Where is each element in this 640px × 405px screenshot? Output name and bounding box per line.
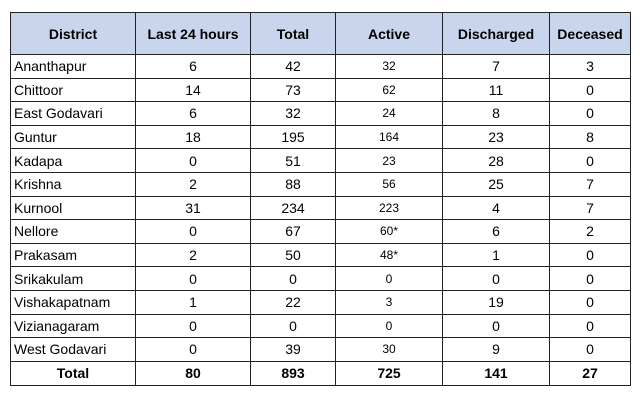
cell-total: 50	[251, 243, 336, 267]
cell-discharged: 1	[443, 243, 550, 267]
cell-discharged: 25	[443, 172, 550, 196]
cell-district: Srikakulam	[11, 267, 136, 291]
cell-total: 73	[251, 78, 336, 102]
cell-discharged: 6	[443, 220, 550, 244]
cell-district: Krishna	[11, 172, 136, 196]
cell-deceased: 0	[550, 149, 631, 173]
cell-active: 0	[336, 267, 443, 291]
cell-active: 3	[336, 290, 443, 314]
cell-deceased: 0	[550, 290, 631, 314]
total-discharged: 141	[443, 361, 550, 385]
cell-last-24-hours: 1	[136, 290, 251, 314]
cell-discharged: 23	[443, 125, 550, 149]
cell-discharged: 7	[443, 55, 550, 79]
cell-district: Vizianagaram	[11, 314, 136, 338]
cell-active: 48*	[336, 243, 443, 267]
cell-total: 39	[251, 338, 336, 362]
cell-last-24-hours: 0	[136, 267, 251, 291]
cell-total: 22	[251, 290, 336, 314]
cell-total: 88	[251, 172, 336, 196]
cell-total: 51	[251, 149, 336, 173]
cell-last-24-hours: 0	[136, 338, 251, 362]
cell-active: 24	[336, 102, 443, 126]
table-row	[11, 172, 631, 196]
cell-deceased: 2	[550, 220, 631, 244]
table-row	[11, 314, 631, 338]
cell-district: Vishakapatnam	[11, 290, 136, 314]
cell-active: 0	[336, 314, 443, 338]
cell-last-24-hours: 2	[136, 243, 251, 267]
total-label: Total	[11, 361, 136, 385]
cell-deceased: 0	[550, 338, 631, 362]
cell-active: 56	[336, 172, 443, 196]
cell-active: 223	[336, 196, 443, 220]
header-deceased: Deceased	[550, 13, 631, 55]
cell-discharged: 4	[443, 196, 550, 220]
cell-active: 60*	[336, 220, 443, 244]
total-last-24-hours: 80	[136, 361, 251, 385]
covid-district-table	[10, 12, 631, 386]
cell-total: 32	[251, 102, 336, 126]
cell-deceased: 0	[550, 243, 631, 267]
cell-total: 42	[251, 55, 336, 79]
header-active: Active	[336, 13, 443, 55]
cell-total: 0	[251, 267, 336, 291]
table-row	[11, 220, 631, 244]
covid-district-table-container	[10, 12, 630, 386]
cell-total: 0	[251, 314, 336, 338]
cell-active: 164	[336, 125, 443, 149]
header-district: District	[11, 13, 136, 55]
cell-discharged: 19	[443, 290, 550, 314]
table-row	[11, 267, 631, 291]
cell-active: 32	[336, 55, 443, 79]
cell-last-24-hours: 6	[136, 55, 251, 79]
table-row	[11, 78, 631, 102]
cell-deceased: 7	[550, 196, 631, 220]
cell-last-24-hours: 0	[136, 314, 251, 338]
cell-deceased: 0	[550, 314, 631, 338]
cell-last-24-hours: 0	[136, 149, 251, 173]
cell-district: East Godavari	[11, 102, 136, 126]
cell-discharged: 0	[443, 267, 550, 291]
table-row	[11, 338, 631, 362]
cell-deceased: 3	[550, 55, 631, 79]
cell-active: 23	[336, 149, 443, 173]
table-row	[11, 290, 631, 314]
cell-district: Prakasam	[11, 243, 136, 267]
table-row	[11, 125, 631, 149]
total-active: 725	[336, 361, 443, 385]
cell-last-24-hours: 31	[136, 196, 251, 220]
cell-total: 234	[251, 196, 336, 220]
cell-total: 195	[251, 125, 336, 149]
cell-last-24-hours: 6	[136, 102, 251, 126]
total-total: 893	[251, 361, 336, 385]
cell-discharged: 0	[443, 314, 550, 338]
cell-last-24-hours: 0	[136, 220, 251, 244]
cell-active: 62	[336, 78, 443, 102]
table-row	[11, 55, 631, 79]
cell-district: Guntur	[11, 125, 136, 149]
cell-discharged: 9	[443, 338, 550, 362]
cell-last-24-hours: 18	[136, 125, 251, 149]
table-row	[11, 149, 631, 173]
header-row	[11, 13, 631, 55]
cell-district: Nellore	[11, 220, 136, 244]
cell-discharged: 28	[443, 149, 550, 173]
cell-district: Kadapa	[11, 149, 136, 173]
cell-active: 30	[336, 338, 443, 362]
table-row	[11, 196, 631, 220]
header-discharged: Discharged	[443, 13, 550, 55]
table-row	[11, 243, 631, 267]
cell-deceased: 0	[550, 102, 631, 126]
total-row	[11, 361, 631, 385]
cell-district: Chittoor	[11, 78, 136, 102]
header-total: Total	[251, 13, 336, 55]
total-deceased: 27	[550, 361, 631, 385]
cell-district: Kurnool	[11, 196, 136, 220]
table-body	[11, 55, 631, 362]
cell-deceased: 7	[550, 172, 631, 196]
cell-total: 67	[251, 220, 336, 244]
cell-discharged: 11	[443, 78, 550, 102]
cell-last-24-hours: 2	[136, 172, 251, 196]
header-last-24-hours: Last 24 hours	[136, 13, 251, 55]
cell-discharged: 8	[443, 102, 550, 126]
cell-deceased: 0	[550, 267, 631, 291]
table-row	[11, 102, 631, 126]
cell-deceased: 8	[550, 125, 631, 149]
cell-deceased: 0	[550, 78, 631, 102]
cell-district: Ananthapur	[11, 55, 136, 79]
cell-last-24-hours: 14	[136, 78, 251, 102]
cell-district: West Godavari	[11, 338, 136, 362]
